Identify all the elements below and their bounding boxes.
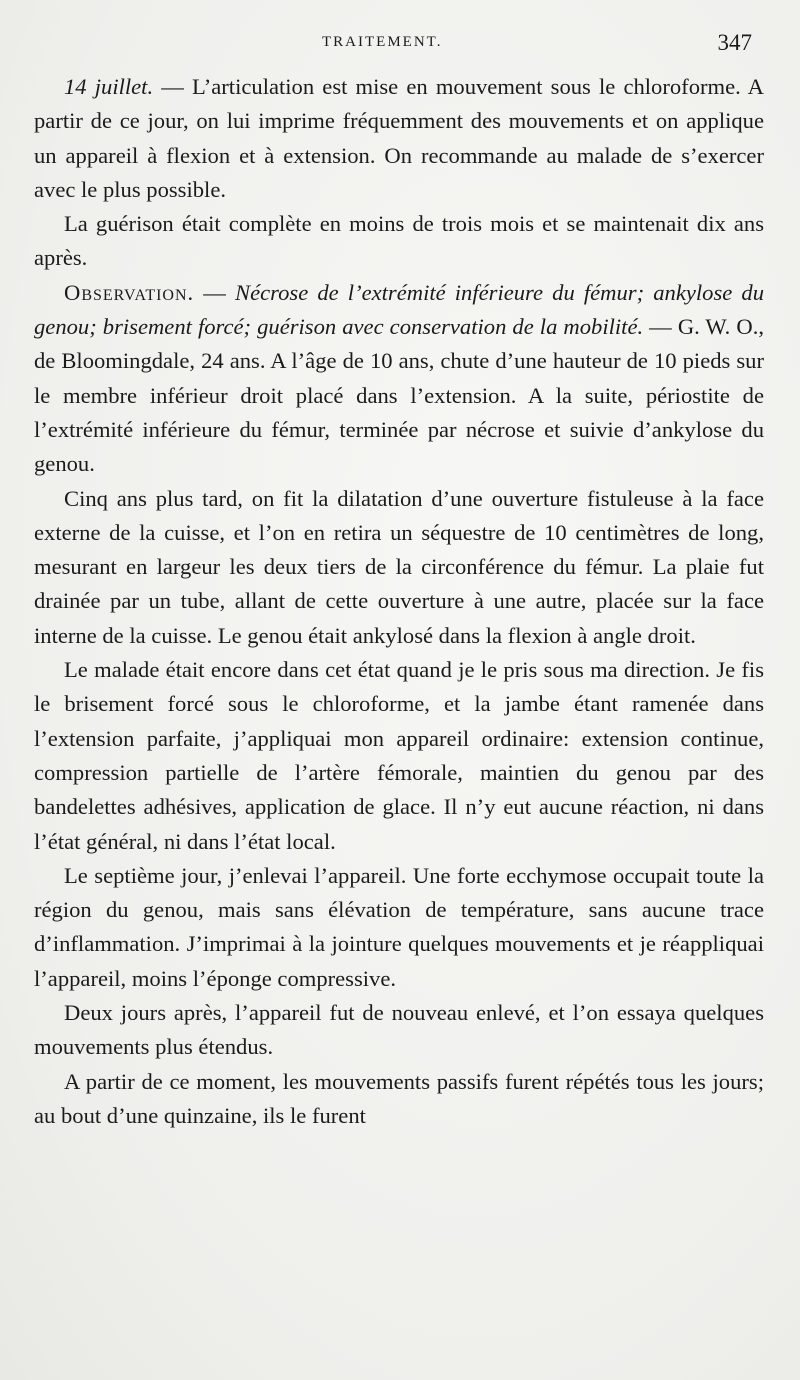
paragraph (34, 1065, 764, 1134)
paragraph-text: — L’articulation est mise en mouvement sous le chloroforme. A partir de ce jour, on lui imprime fréquemment des mouvements et on applique un appareil à flexion et à extension. On recommande au malade de s’exercer avec le plus possible. (34, 74, 764, 202)
paragraph-text: La guérison était complète en moins de trois mois et se maintenait dix ans après. (34, 211, 764, 271)
running-title: TRAITEMENT. (322, 34, 443, 50)
observation-paragraph (34, 276, 764, 482)
observation-label: Observation. (64, 279, 195, 305)
body-text (34, 70, 764, 1133)
page-number: 347 (717, 30, 752, 55)
paragraph (34, 859, 764, 996)
paragraph (34, 653, 764, 859)
paragraph (34, 207, 764, 276)
paragraph (34, 70, 764, 207)
paragraph-text: Cinq ans plus tard, on fit la dilatation d’une ouverture fistuleuse à la face externe de la cuisse, et l’on en retira un séquestre de 10 centimètres de long, mesurant en largeur les deux tiers de la circonférence du fémur. La plaie fut drainée par un tube, allant de cette ouverture à une autre, placée sur la face interne de la cuisse. Le genou était ankylosé dans la flexion à angle droit. (34, 485, 764, 648)
paragraph (34, 996, 764, 1065)
paragraph-text: — G. W. O., de Bloomingdale, 24 ans. A l’âge de 10 ans, chute d’une hauteur de 10 pieds sur le membre inférieur droit placé dans l’extension. A la suite, périostite de l’extrémité inférieure du fémur, terminée par nécrose et suivie d’ankylose du genou. (34, 314, 764, 477)
paragraph (34, 482, 764, 653)
paragraph-text: A partir de ce moment, les mouvements passifs furent répétés tous les jours; au bout d’une quinzaine, ils le furent (34, 1068, 764, 1128)
observation-title: Nécrose de l’extrémité inférieure du fémur; ankylose du genou; brisement forcé; guérison avec conservation de la mobilité. (34, 279, 764, 340)
page-header (0, 30, 800, 60)
dash: — (194, 279, 236, 305)
date-label: 14 juillet. (64, 74, 154, 99)
paragraph-text: Deux jours après, l’appareil fut de nouveau enlevé, et l’on essaya quelques mouvements plus étendus. (34, 1000, 764, 1060)
paragraph-text: Le malade était encore dans cet état quand je le pris sous ma direction. Je fis le brisement forcé sous le chloroforme, et la jambe étant ramenée dans l’extension parfaite, j’appliquai mon appareil ordinaire: extension continue, compression partielle de l’artère fémorale, maintien du genou par des bandelettes adhésives, application de glace. Il n’y eut aucune réaction, ni dans l’état général, ni dans l’état local. (34, 657, 764, 854)
paragraph-text: Le septième jour, j’enlevai l’appareil. Une forte ecchymose occupait toute la région du genou, mais sans élévation de température, sans aucune trace d’inflammation. J’imprimai à la jointure quelques mouvements et je réappliquai l’appareil, moins l’éponge compressive. (34, 862, 764, 991)
